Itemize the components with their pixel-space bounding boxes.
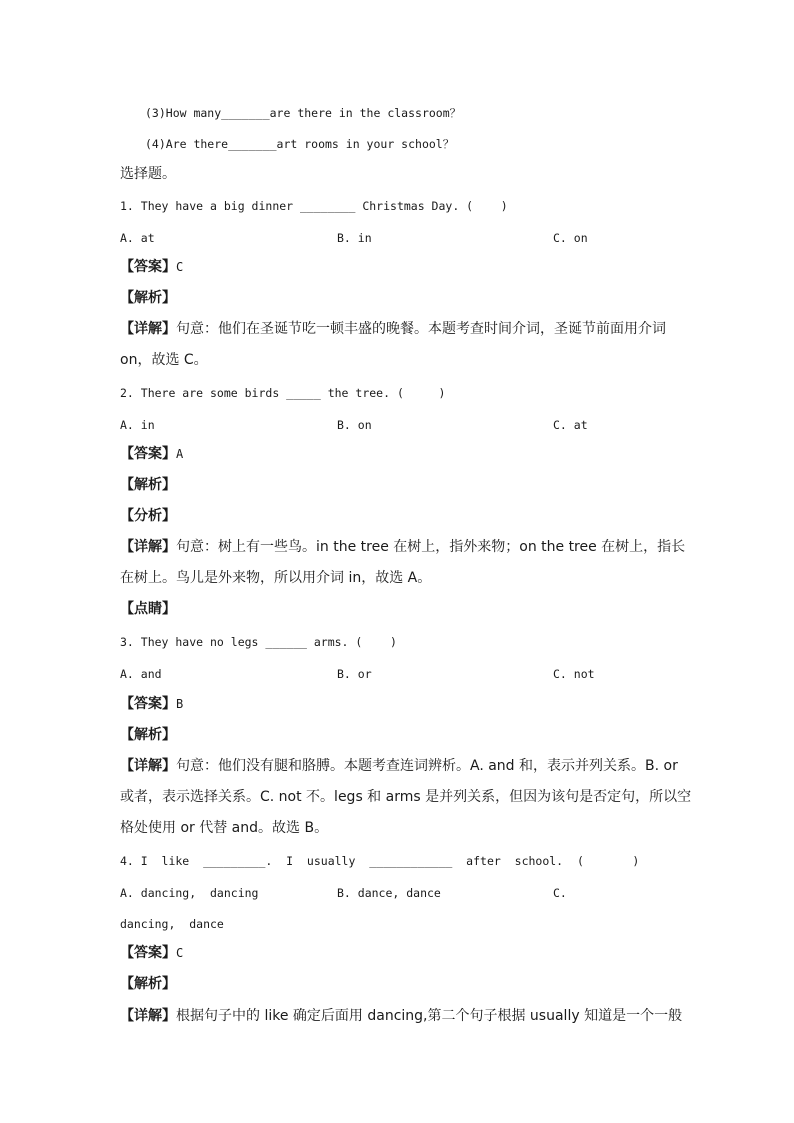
question-1-answer: [120, 258, 183, 276]
question-4-detail-line-1: [120, 1007, 682, 1025]
detail-text: 根据句子中的 like 确定后面用 dancing,第二个句子根据 usually 知道是一个一般: [176, 1008, 683, 1024]
question-2-analysis-label: 【解析】: [120, 477, 176, 493]
detail-text: 句意：他们没有腿和胳膊。本题考查连词辨析。A. and 和，表示并列关系。B. or: [176, 758, 678, 774]
detail-label: 【详解】: [120, 321, 176, 337]
question-3-option-b: B. or: [337, 667, 372, 681]
question-2-option-a: A. in: [120, 418, 155, 432]
question-2-dianjing-label: 【点睛】: [120, 601, 176, 617]
question-4-option-b: B. dance, dance: [337, 886, 441, 900]
question-1-option-c: C. on: [553, 231, 588, 245]
detail-text: 句意：他们在圣诞节吃一顿丰盛的晚餐。本题考查时间介词，圣诞节前面用介词: [176, 321, 666, 337]
section-title: 选择题。: [120, 166, 176, 182]
detail-text: 句意：树上有一些鸟。in the tree 在树上，指外来物；on the tree 在树上，指长: [176, 539, 686, 555]
question-3-analysis-label: 【解析】: [120, 727, 176, 743]
answer-label: 【答案】: [120, 259, 176, 275]
answer-label: 【答案】: [120, 696, 176, 712]
question-2-option-c: C. at: [553, 418, 588, 432]
question-4-answer: [120, 944, 183, 962]
answer-value: C: [176, 260, 184, 274]
question-2-option-b: B. on: [337, 418, 372, 432]
question-1-option-a: A. at: [120, 231, 155, 245]
question-3-detail-line-1: [120, 757, 678, 775]
question-4-option-a: A. dancing, dancing: [120, 886, 259, 900]
question-3-option-c: C. not: [553, 667, 595, 681]
question-3-detail-line-3: 格处使用 or 代替 and。故选 B。: [120, 820, 329, 836]
answer-value: A: [176, 447, 184, 461]
question-4-stem: 4. I like _________. I usually ____________ after school. ( ): [120, 854, 640, 868]
question-3-answer: [120, 695, 183, 713]
question-1-detail-line-1: [120, 320, 666, 338]
question-3-stem: 3. They have no legs ______ arms. ( ): [120, 635, 397, 649]
fill-in-question-3: (3)How many_______are there in the classroom？: [145, 106, 462, 120]
question-4-analysis-label: 【解析】: [120, 976, 176, 992]
question-2-detail-line-1: [120, 538, 685, 556]
question-4-option-c-continued: dancing, dance: [120, 917, 224, 931]
question-1-option-b: B. in: [337, 231, 372, 245]
question-1-stem: 1. They have a big dinner ________ Christmas Day. ( ): [120, 199, 508, 213]
answer-label: 【答案】: [120, 945, 176, 961]
question-2-detail-line-2: 在树上。鸟儿是外来物，所以用介词 in，故选 A。: [120, 570, 432, 586]
question-2-answer: [120, 445, 183, 463]
question-2-fenxi-label: 【分析】: [120, 508, 176, 524]
detail-label: 【详解】: [120, 539, 176, 555]
question-1-detail-line-2: on，故选 C。: [120, 352, 208, 368]
question-2-stem: 2. There are some birds _____ the tree. ( ): [120, 386, 446, 400]
question-3-detail-line-2: 或者，表示选择关系。C. not 不。legs 和 arms 是并列关系，但因为该句是否定句，所以空: [120, 789, 692, 805]
answer-value: B: [176, 697, 184, 711]
detail-label: 【详解】: [120, 1008, 176, 1024]
detail-label: 【详解】: [120, 758, 176, 774]
fill-in-question-4: (4)Are there_______art rooms in your school？: [145, 137, 455, 151]
question-4-option-c: C.: [553, 886, 567, 900]
answer-value: C: [176, 946, 184, 960]
question-3-option-a: A. and: [120, 667, 162, 681]
answer-label: 【答案】: [120, 446, 176, 462]
question-1-analysis-label: 【解析】: [120, 290, 176, 306]
